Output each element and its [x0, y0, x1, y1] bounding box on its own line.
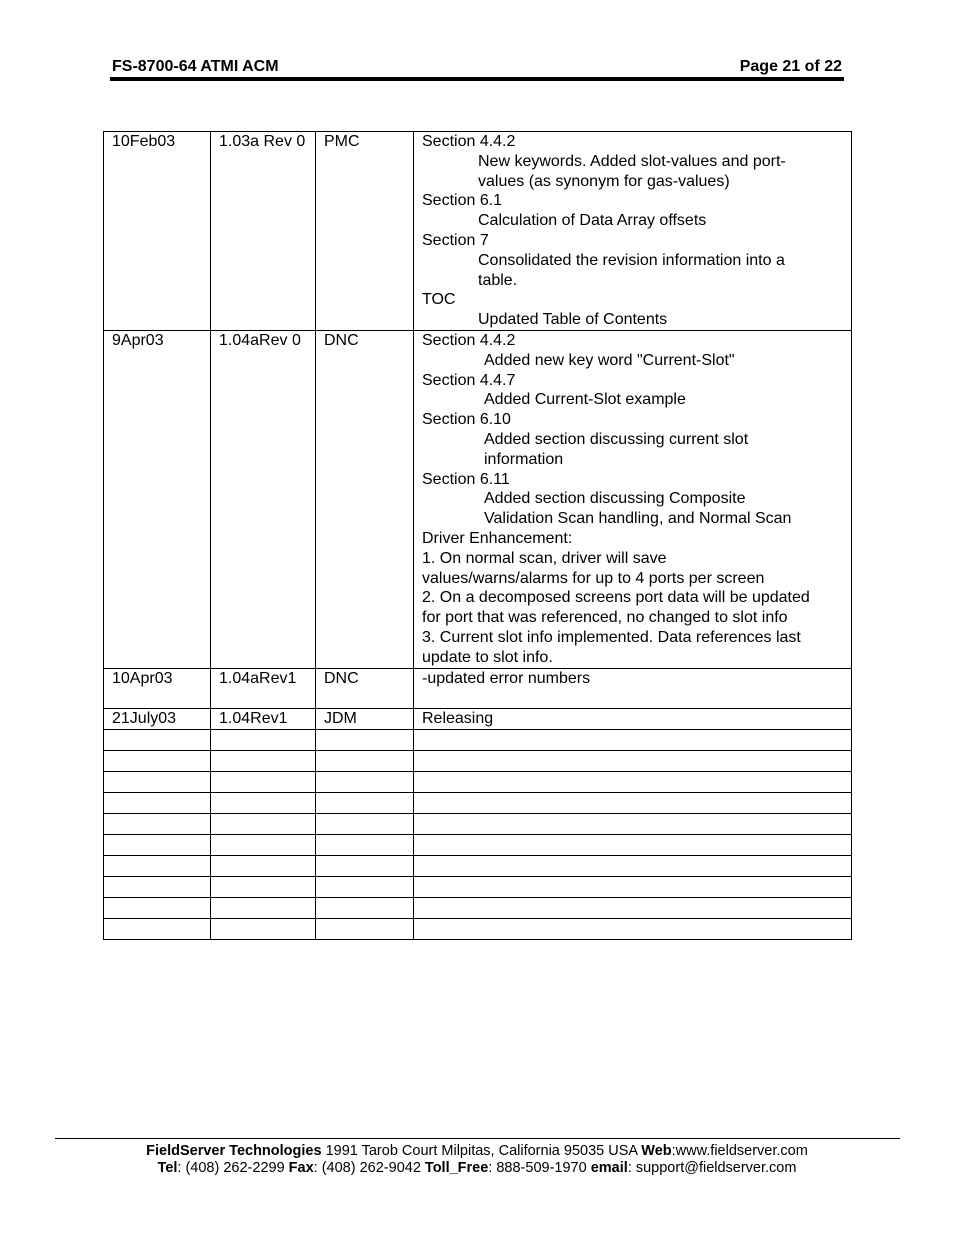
empty-cell — [104, 772, 211, 793]
empty-cell — [104, 877, 211, 898]
description-line — [422, 688, 843, 708]
empty-cell — [316, 877, 414, 898]
empty-cell — [316, 814, 414, 835]
description-line: -updated error numbers — [422, 669, 591, 687]
document-id: FS-8700-64 ATMI ACM — [112, 58, 279, 75]
description-line: TOC — [422, 291, 456, 309]
description-line: values/warns/alarms for up to 4 ports per screen — [422, 569, 765, 587]
date-cell: 10Apr03 — [104, 668, 211, 709]
empty-cell — [414, 877, 852, 898]
footer-fax-value: : (408) 262-9042 — [313, 1160, 425, 1176]
empty-cell — [316, 856, 414, 877]
description-line: Added section discussing Composite — [484, 490, 746, 508]
empty-cell — [316, 835, 414, 856]
footer-web-label: Web — [641, 1143, 672, 1159]
description-line: Added Current-Slot example — [484, 391, 686, 409]
footer-fax-label: Fax — [288, 1160, 314, 1176]
description-line: 3. Current slot info implemented. Data references last — [422, 628, 801, 646]
description-line: update to slot info. — [422, 648, 553, 666]
author-cell: JDM — [316, 709, 414, 730]
empty-cell — [414, 919, 852, 940]
description-line: Releasing — [422, 710, 494, 728]
empty-cell — [104, 751, 211, 772]
empty-cell — [211, 793, 316, 814]
description-line: values (as synonym for gas-values) — [478, 172, 730, 190]
empty-cell — [104, 730, 211, 751]
date-cell: 9Apr03 — [104, 330, 211, 668]
empty-cell — [104, 814, 211, 835]
footer-email-label: email — [590, 1160, 628, 1176]
description-line: Added new key word "Current-Slot" — [484, 351, 735, 369]
footer-tel-label: Tel — [157, 1160, 178, 1176]
description-line: Section 7 — [422, 231, 489, 249]
footer-rule — [55, 1138, 900, 1139]
empty-cell — [211, 772, 316, 793]
empty-cell — [104, 856, 211, 877]
empty-table-row — [104, 772, 852, 793]
empty-cell — [211, 919, 316, 940]
empty-table-row — [104, 856, 852, 877]
empty-cell — [414, 856, 852, 877]
empty-cell — [211, 898, 316, 919]
empty-table-row — [104, 835, 852, 856]
description-cell — [414, 132, 852, 331]
description-line: table. — [478, 271, 518, 289]
empty-cell — [414, 898, 852, 919]
description-line: Consolidated the revision information into a — [478, 251, 785, 269]
description-line: Section 6.10 — [422, 411, 511, 429]
empty-cell — [104, 793, 211, 814]
table-row — [104, 668, 852, 709]
empty-table-row — [104, 898, 852, 919]
description-cell — [414, 709, 852, 730]
footer-tel-value: : (408) 262-2299 — [177, 1160, 289, 1176]
revision-cell: 1.04aRev 0 — [211, 330, 316, 668]
date-cell: 21July03 — [104, 709, 211, 730]
footer-line-2 — [0, 1160, 954, 1177]
empty-cell — [316, 730, 414, 751]
empty-cell — [211, 856, 316, 877]
empty-cell — [211, 730, 316, 751]
empty-cell — [104, 835, 211, 856]
description-cell — [414, 330, 852, 668]
description-line: Updated Table of Contents — [478, 311, 668, 329]
footer-web-value: :www.fieldserver.com — [671, 1143, 808, 1159]
empty-table-row — [104, 919, 852, 940]
empty-cell — [316, 772, 414, 793]
empty-cell — [316, 919, 414, 940]
revision-table-body — [104, 132, 852, 940]
description-line: Section 4.4.7 — [422, 371, 516, 389]
description-line: Section 6.11 — [422, 470, 510, 488]
empty-cell — [211, 835, 316, 856]
empty-cell — [316, 898, 414, 919]
empty-cell — [414, 793, 852, 814]
table-row — [104, 132, 852, 331]
empty-table-row — [104, 814, 852, 835]
empty-cell — [211, 814, 316, 835]
empty-table-row — [104, 877, 852, 898]
description-line: New keywords. Added slot-values and port- — [478, 152, 786, 170]
page-footer — [0, 1143, 954, 1177]
description-line: Driver Enhancement: — [422, 529, 573, 547]
author-cell: DNC — [316, 330, 414, 668]
date-cell: 10Feb03 — [104, 132, 211, 331]
header-rule — [110, 77, 844, 81]
empty-cell — [104, 919, 211, 940]
empty-cell — [211, 751, 316, 772]
empty-cell — [414, 835, 852, 856]
description-line: Added section discussing current slot — [484, 430, 749, 448]
empty-cell — [104, 898, 211, 919]
empty-cell — [414, 814, 852, 835]
footer-line-1 — [0, 1143, 954, 1160]
revision-table — [103, 131, 852, 940]
description-line: for port that was referenced, no changed to slot info — [422, 609, 788, 627]
description-line: 2. On a decomposed screens port data will be updated — [422, 589, 810, 607]
description-cell — [414, 668, 852, 709]
page-number: Page 21 of 22 — [739, 58, 842, 75]
empty-cell — [316, 793, 414, 814]
description-line: information — [484, 450, 564, 468]
empty-cell — [211, 877, 316, 898]
empty-table-row — [104, 793, 852, 814]
description-line: Validation Scan handling, and Normal Scan — [484, 510, 792, 528]
empty-cell — [414, 772, 852, 793]
author-cell: DNC — [316, 668, 414, 709]
footer-toll-value: : 888-509-1970 — [488, 1160, 591, 1176]
footer-company: FieldServer Technologies — [146, 1143, 322, 1159]
empty-table-row — [104, 730, 852, 751]
author-cell: PMC — [316, 132, 414, 331]
empty-table-row — [104, 751, 852, 772]
description-line: Section 4.4.2 — [422, 331, 516, 349]
table-row — [104, 709, 852, 730]
description-line: Calculation of Data Array offsets — [478, 212, 707, 230]
empty-cell — [414, 730, 852, 751]
footer-address: 1991 Tarob Court Milpitas, California 95035 USA — [321, 1143, 642, 1159]
empty-cell — [316, 751, 414, 772]
revision-cell: 1.04aRev1 — [211, 668, 316, 709]
empty-cell — [414, 751, 852, 772]
description-line: Section 6.1 — [422, 192, 503, 210]
table-row — [104, 330, 852, 668]
footer-email-value: : support@fieldserver.com — [627, 1160, 797, 1176]
description-line: Section 4.4.2 — [422, 133, 516, 150]
revision-cell: 1.03a Rev 0 — [211, 132, 316, 331]
revision-cell: 1.04Rev1 — [211, 709, 316, 730]
description-line: 1. On normal scan, driver will save — [422, 549, 667, 567]
footer-toll-label: Toll_Free — [424, 1160, 489, 1176]
